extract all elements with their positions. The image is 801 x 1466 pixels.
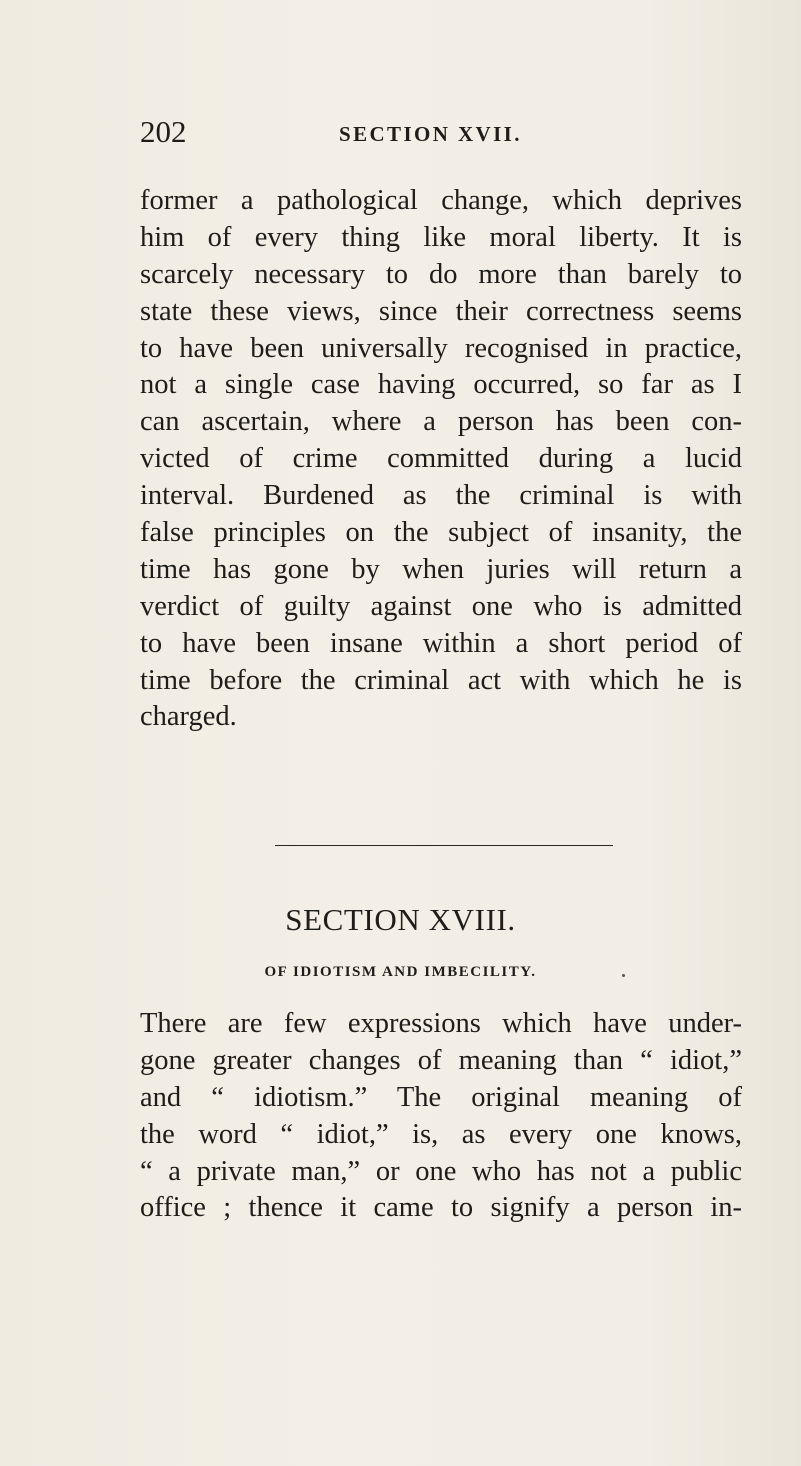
text-line: verdict of guilty against one who is admitted bbox=[140, 590, 742, 622]
page-number: 202 bbox=[140, 114, 187, 149]
paragraph-2 bbox=[140, 1006, 742, 1227]
text-line: There are few expressions which have under- bbox=[140, 1008, 742, 1039]
text-line: and “ idiotism.” The original meaning of bbox=[140, 1081, 742, 1113]
running-head bbox=[140, 112, 750, 152]
section-divider-rule bbox=[275, 845, 613, 846]
text-line: gone greater changes of meaning than “ idiot,” bbox=[140, 1044, 742, 1076]
text-line: scarcely necessary to do more than barely to bbox=[140, 258, 742, 290]
text-line: time before the criminal act with which he is bbox=[140, 664, 742, 696]
text-line: him of every thing like moral liberty. It is bbox=[140, 221, 742, 253]
text-line: victed of crime committed during a lucid bbox=[140, 443, 742, 475]
print-speck bbox=[622, 974, 625, 977]
text-line: not a single case having occurred, so far as I bbox=[140, 369, 742, 401]
text-line: interval. Burdened as the criminal is with bbox=[140, 480, 742, 512]
text-line: time has gone by when juries will return a bbox=[140, 553, 742, 585]
text-line: to have been universally recognised in practice, bbox=[140, 332, 742, 364]
text-line: to have been insane within a short period of bbox=[140, 627, 742, 659]
text-line: former a pathological change, which deprives bbox=[140, 185, 742, 216]
text-line: office ; thence it came to signify a person in- bbox=[140, 1192, 742, 1224]
text-line: “ a private man,” or one who has not a public bbox=[140, 1155, 742, 1187]
text-line: charged. bbox=[140, 701, 237, 733]
text-line: the word “ idiot,” is, as every one knows, bbox=[140, 1118, 742, 1150]
text-line: can ascertain, where a person has been con- bbox=[140, 406, 742, 438]
paragraph-1 bbox=[140, 183, 742, 736]
text-line: false principles on the subject of insanity, the bbox=[140, 517, 742, 549]
running-head-title: SECTION XVII. bbox=[339, 122, 522, 146]
text-line: state these views, since their correctness seems bbox=[140, 295, 742, 327]
section-heading: SECTION XVIII. bbox=[285, 902, 516, 937]
section-subtitle: OF IDIOTISM AND IMBECILITY. bbox=[264, 964, 537, 980]
